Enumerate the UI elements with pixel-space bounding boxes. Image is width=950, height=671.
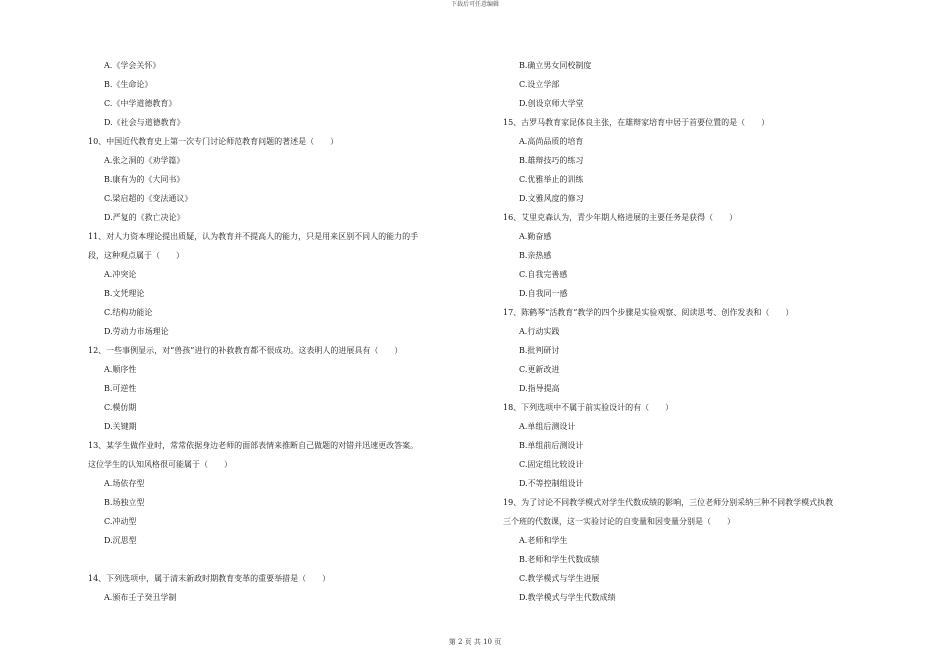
answer-option: A.场依存型 [104,479,145,488]
question-text: 这位学生的认知风格很可能属于（ ） [88,460,232,469]
answer-option: B.雄辩技巧的练习 [519,156,584,165]
question-text: 15、古罗马教育家昆体良主张，在雄辩家培育中居于首要位置的是（ ） [503,118,770,127]
answer-option: A.《学会关怀》 [104,61,161,70]
question-text: 14、下列选项中，属于清末新政时期教育变革的重要举措是（ ） [88,574,331,583]
answer-option: A.行动实践 [519,327,560,336]
question-text: 段，这种观点属于（ ） [88,251,184,260]
answer-option: D.自我同一感 [519,289,568,298]
answer-option: D.教学模式与学生代数成绩 [519,593,616,602]
left-column [88,56,484,607]
answer-option: B.康有为的《大同书》 [104,175,185,184]
answer-option: D.指导提高 [519,384,560,393]
answer-option: C.模仿期 [104,403,137,412]
answer-option: B.亲热感 [519,251,552,260]
answer-option: C.梁启超的《变法通议》 [104,194,193,203]
answer-option: C.结构功能论 [104,308,153,317]
answer-option: C.教学模式与学生进展 [519,574,600,583]
page-header-note: 下载后可任意编辑 [450,1,499,8]
answer-option: D.《社会与道德教育》 [104,118,185,127]
answer-option: B.单组前后测设计 [519,441,584,450]
answer-option: D.关键期 [104,422,137,431]
spacer [88,550,484,569]
answer-option: A.颁布壬子癸丑学制 [104,593,177,602]
answer-option: D.劳动力市场理论 [104,327,169,336]
answer-option: C.固定组比较设计 [519,460,584,469]
answer-option: A.老师和学生 [519,536,568,545]
answer-option: C.优雅举止的训练 [519,175,584,184]
answer-option: B.文凭理论 [104,289,145,298]
answer-option: C.设立学部 [519,80,560,89]
answer-option: B.可逆性 [104,384,137,393]
answer-option: A.冲突论 [104,270,137,279]
page-footer: 第 2 页 共 10 页 [448,638,502,646]
question-text: 16、艾里克森认为，青少年期人格进展的主要任务是获得（ ） [503,213,738,222]
answer-option: B.《生命论》 [104,80,153,89]
answer-option: B.确立男女同校制度 [519,61,592,70]
question-text: 19、为了讨论不同教学模式对学生代数成绩的影响，三位老师分别采纳三种不同教学模式执教 [503,498,834,507]
question-text: 17、陈鹤琴“活教育”教学的四个步骤是实验观察、阅读思考、创作发表和（ ） [503,308,794,317]
answer-option: C.冲动型 [104,517,137,526]
question-text: 18、下列选项中不属于前实验设计的有（ ） [503,403,674,412]
answer-option: D.不等控制组设计 [519,479,584,488]
answer-option: A.单组后测设计 [519,422,576,431]
answer-option: D.严复的《救亡决论》 [104,213,185,222]
answer-option: B.老师和学生代数成绩 [519,555,600,564]
answer-option: A.张之洞的《劝学篇》 [104,156,185,165]
answer-option: D.沉思型 [104,536,137,545]
question-text: 12、一些事例显示，对“兽孩”进行的补救教育都不很成功。这表明人的进展具有（ ） [88,346,403,355]
answer-option: C.自我完善感 [519,270,568,279]
answer-option: A.高尚品质的培育 [519,137,584,146]
answer-option: A.顺序性 [104,365,137,374]
answer-option: B.场独立型 [104,498,145,507]
answer-option: B.批判研讨 [519,346,560,355]
answer-option: C.更新改进 [519,365,560,374]
answer-option: A.勤奋感 [519,232,552,241]
answer-option: C.《中学道德教育》 [104,99,177,108]
question-text: 13、某学生做作业时，常常依据身边老师的面部表情来推断自己做题的对错并迅速更改答案。 [88,441,419,450]
answer-option: D.创设京师大学堂 [519,99,584,108]
question-text: 11、对人力资本理论提出质疑，认为教育并不提高人的能力，只是用来区别不同人的能力的手 [88,232,419,241]
answer-option: D.文雅风度的修习 [519,194,584,203]
question-text: 10、中国近代教育史上第一次专门讨论师范教育问题的著述是（ ） [88,137,339,146]
question-text: 三个班的代数课，这一实验讨论的自变量和因变量分别是（ ） [503,517,735,526]
right-column [503,56,905,607]
